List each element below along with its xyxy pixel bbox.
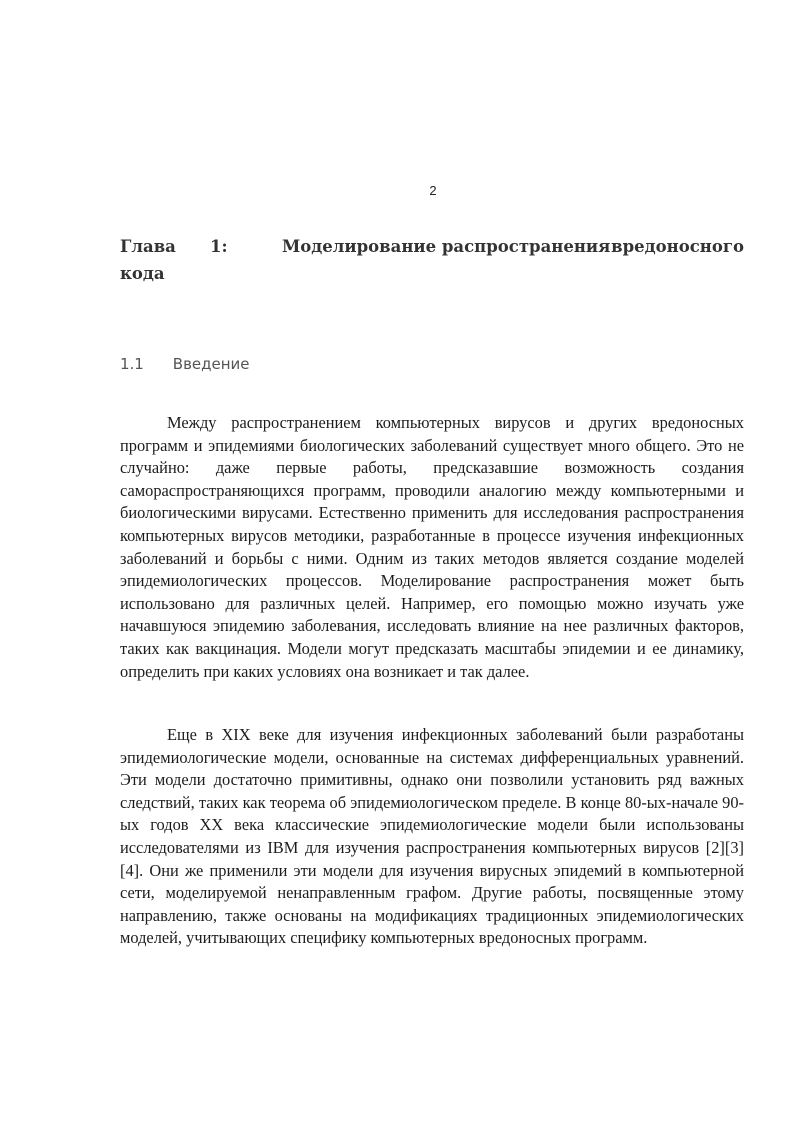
chapter-title bbox=[120, 233, 744, 287]
chapter-label: Глава bbox=[120, 237, 176, 256]
chapter-title-part1: Моделирование распространения bbox=[282, 237, 611, 256]
page-number: 2 bbox=[429, 183, 437, 198]
paragraph-1 bbox=[120, 412, 744, 683]
section-heading bbox=[120, 355, 250, 373]
chapter-title-line bbox=[120, 233, 744, 260]
paragraph-2 bbox=[120, 724, 744, 950]
chapter-title-part2: вредоносного bbox=[611, 237, 744, 256]
chapter-number: 1: bbox=[210, 237, 228, 256]
paragraph-text: Еще в XIX веке для изучения инфекционных заболеваний были разработаны эпидемиологические модели, основанные на системах дифференциальных уравнений. Эти модели достаточно примитивны, однако они позволили установить ряд важных следствий, таких как теорема об эпидемиологическом пределе. В конце 80-ых-начале 90-ых годов XX века классические эпидемиологические модели были использованы исследователями из IBM для изучения распространения компьютерных вирусов [2][3][4]. Они же применили эти модели для изучения вирусных эпидемий в компьютерной сети, моделируемой ненаправленным графом. Другие работы, посвященные этому направлению, также основаны на модификациях традиционных эпидемиологических моделей, учитывающих специфику компьютерных вредоносных программ. bbox=[120, 725, 744, 948]
paragraph-text: Между распространением компьютерных вирусов и других вредоносных программ и эпидемиями биологических заболеваний существует много общего. Это не случайно: даже первые работы, предсказавшие возможность создания самораспространяющихся программ, проводили аналогию между компьютерными и биологическими вирусами. Естественно применить для исследования распространения компьютерных вирусов методики, разработанные в процессе изучения инфекционных заболеваний и борьбы с ними. Одним из таких методов является создание моделей эпидемиологических процессов. Моделирование распространения может быть использовано для различных целей. Например, его помощью можно изучать уже начавшуюся эпидемию заболевания, исследовать влияние на нее различных факторов, таких как вакцинация. Модели могут предсказать масштабы эпидемии и ее динамику, определить при каких условиях она возникает и так далее. bbox=[120, 413, 744, 681]
section-number: 1.1 bbox=[120, 355, 144, 373]
section-title: Введение bbox=[172, 355, 250, 373]
chapter-title-part3: кода bbox=[120, 264, 165, 283]
